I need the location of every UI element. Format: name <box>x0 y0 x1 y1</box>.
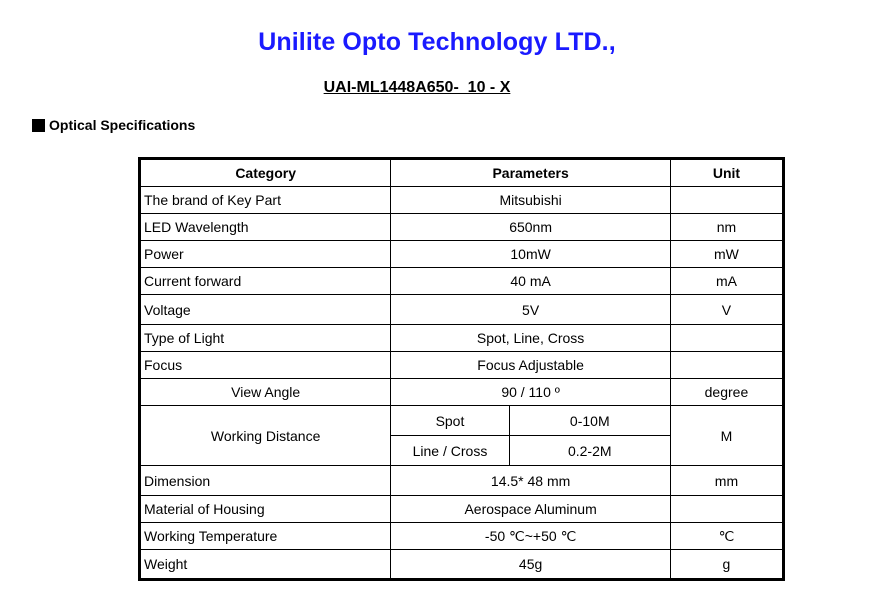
header-unit: Unit <box>670 159 783 187</box>
row-category: Focus <box>140 352 391 379</box>
row-parameter: Aerospace Aluminum <box>391 496 671 523</box>
section-heading <box>32 117 195 133</box>
row-unit: nm <box>670 214 783 241</box>
model-number-text: UAI-ML1448A650- 10 - X <box>323 79 511 96</box>
row-unit <box>670 352 783 379</box>
header-category: Category <box>140 159 391 187</box>
table-row <box>140 550 784 580</box>
header-parameters: Parameters <box>391 159 671 187</box>
section-title: Optical Specifications <box>49 117 196 133</box>
row-category: Working Temperature <box>140 523 391 550</box>
row-category: Material of Housing <box>140 496 391 523</box>
table-row <box>140 214 784 241</box>
row-unit: g <box>670 550 783 580</box>
row-parameter: -50 ℃~+50 ℃ <box>391 523 671 550</box>
row-unit: degree <box>670 379 783 406</box>
row-unit <box>670 325 783 352</box>
table-row <box>140 187 784 214</box>
row-unit: mm <box>670 466 783 496</box>
row-parameter: 90 / 110 º <box>391 379 671 406</box>
company-title: Unilite Opto Technology LTD., <box>258 28 616 56</box>
row-category: LED Wavelength <box>140 214 391 241</box>
table-row <box>140 268 784 295</box>
row-parameter: Mitsubishi <box>391 187 671 214</box>
sub-value: 0-10M <box>509 406 670 436</box>
table-header-row <box>140 159 784 187</box>
row-category: Weight <box>140 550 391 580</box>
row-category: Type of Light <box>140 325 391 352</box>
row-unit: mW <box>670 241 783 268</box>
row-parameter: Focus Adjustable <box>391 352 671 379</box>
square-bullet-icon <box>32 119 45 132</box>
row-unit: V <box>670 295 783 325</box>
table-row <box>140 352 784 379</box>
row-category: View Angle <box>140 379 391 406</box>
row-category: Working Distance <box>140 406 391 466</box>
row-parameter: 14.5* 48 mm <box>391 466 671 496</box>
row-unit <box>670 496 783 523</box>
table-row <box>140 325 784 352</box>
row-unit: M <box>670 406 783 466</box>
row-category: Dimension <box>140 466 391 496</box>
row-category: Voltage <box>140 295 391 325</box>
table-row-working-distance <box>140 406 784 436</box>
table-row <box>140 241 784 268</box>
spec-table <box>138 157 785 581</box>
row-category: The brand of Key Part <box>140 187 391 214</box>
row-parameter: 45g <box>391 550 671 580</box>
table-row <box>140 379 784 406</box>
row-parameter: Spot, Line, Cross <box>391 325 671 352</box>
table-row <box>140 295 784 325</box>
row-parameter: 10mW <box>391 241 671 268</box>
row-category: Power <box>140 241 391 268</box>
table-row <box>140 523 784 550</box>
sub-type: Line / Cross <box>391 436 509 466</box>
table-row <box>140 496 784 523</box>
model-number <box>0 79 834 97</box>
row-unit <box>670 187 783 214</box>
table-row <box>140 466 784 496</box>
row-unit: ℃ <box>670 523 783 550</box>
row-category: Current forward <box>140 268 391 295</box>
sub-type: Spot <box>391 406 509 436</box>
row-parameter: 5V <box>391 295 671 325</box>
sub-value: 0.2-2M <box>509 436 670 466</box>
row-parameter: 650nm <box>391 214 671 241</box>
row-unit: mA <box>670 268 783 295</box>
row-parameter: 40 mA <box>391 268 671 295</box>
